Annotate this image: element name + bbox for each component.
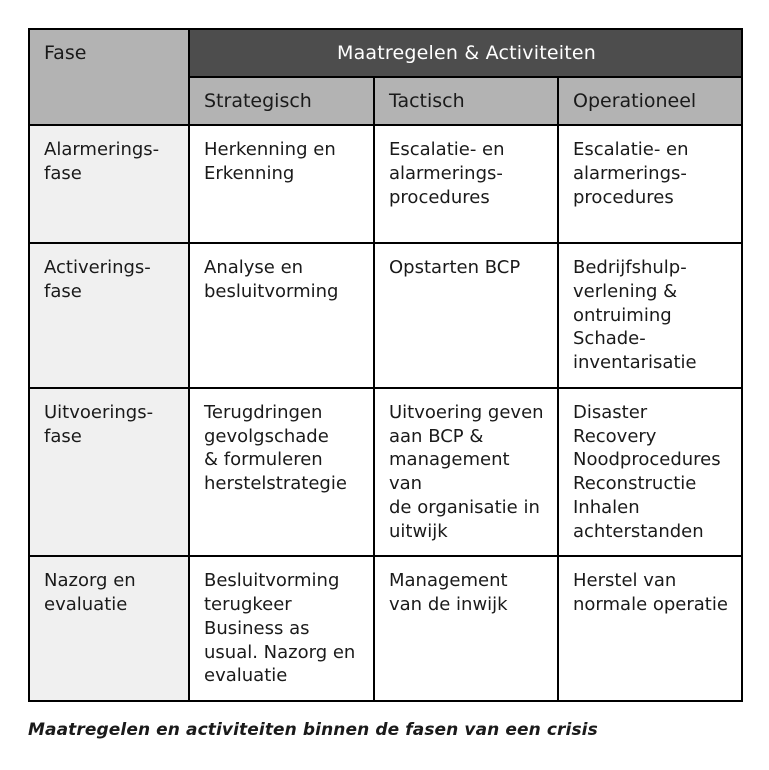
cell-line: terugkeer <box>204 594 292 615</box>
cell-line: Bedrijfshulp- <box>573 257 687 278</box>
cell-line: herstelstrategie <box>204 473 347 494</box>
cell-line: Noodprocedures <box>573 449 721 471</box>
cell-uitvoeringsfase-strategisch <box>189 388 374 557</box>
cell-line: achterstanden <box>573 520 704 542</box>
table-header-row-top <box>29 29 742 77</box>
cell-uitvoeringsfase-operationeel <box>558 388 742 557</box>
cell-nazorg-tactisch <box>374 556 558 701</box>
phase-line: fase <box>44 425 82 447</box>
table-row <box>29 388 742 557</box>
cell-nazorg-strategisch <box>189 556 374 701</box>
cell-line: Herkenning en <box>204 139 336 160</box>
cell-line: Besluitvorming <box>204 570 340 592</box>
cell-line: ontruiming <box>573 304 672 326</box>
phase-cell-alarmeringsfase <box>29 125 189 243</box>
header-cell-operationeel: Operationeel <box>558 77 742 125</box>
cell-line: Analyse en <box>204 257 304 278</box>
cell-alarmeringsfase-tactisch <box>374 125 558 243</box>
cell-alarmeringsfase-strategisch <box>189 125 374 243</box>
cell-line: procedures <box>573 186 674 208</box>
cell-line: Recovery <box>573 425 657 447</box>
table-caption: Maatregelen en activiteiten binnen de fasen van een crisis <box>28 720 598 740</box>
cell-line: Disaster <box>573 401 648 423</box>
cell-line: besluitvorming <box>204 280 339 302</box>
cell-line: Escalatie- en <box>389 139 505 160</box>
phase-line: fase <box>44 162 82 184</box>
cell-line: Herstel van <box>573 570 677 592</box>
cell-activeringsfase-tactisch <box>374 243 558 388</box>
phase-cell-nazorg-en-evaluatie <box>29 556 189 701</box>
cell-line: management van <box>389 449 510 494</box>
cell-line: Uitvoering geven <box>389 401 544 423</box>
cell-line: usual. Nazorg en <box>204 641 356 663</box>
cell-line: Opstarten BCP <box>389 257 521 278</box>
cell-line: Business as <box>204 617 310 639</box>
cell-line: Inhalen <box>573 496 640 518</box>
cell-line: gevolgschade <box>204 425 329 447</box>
cell-line: Schade- <box>573 328 646 350</box>
phase-line: fase <box>44 280 82 302</box>
cell-line: Escalatie- en <box>573 139 689 160</box>
cell-line: inventarisatie <box>573 352 697 373</box>
cell-line: Terugdringen <box>204 401 323 423</box>
cell-line: alarmerings- <box>573 162 687 184</box>
cell-line: alarmerings- <box>389 162 503 184</box>
cell-line: verlening & <box>573 280 678 302</box>
cell-line: Management <box>389 570 508 592</box>
cell-line: de organisatie in <box>389 496 540 518</box>
phase-line: Uitvoerings- <box>44 401 154 423</box>
cell-line: & formuleren <box>204 449 323 471</box>
phase-line: evaluatie <box>44 594 128 615</box>
cell-line: Reconstructie <box>573 473 697 494</box>
cell-line: procedures <box>389 186 490 208</box>
cell-alarmeringsfase-operationeel <box>558 125 742 243</box>
header-cell-fase: Fase <box>29 29 189 125</box>
cell-line: aan BCP & <box>389 425 484 447</box>
cell-line: van de inwijk <box>389 594 508 615</box>
crisis-phases-table <box>28 28 743 702</box>
cell-line: normale operatie <box>573 594 728 615</box>
cell-activeringsfase-strategisch <box>189 243 374 388</box>
phase-line: Activerings- <box>44 257 151 278</box>
cell-nazorg-operationeel <box>558 556 742 701</box>
table-row <box>29 556 742 701</box>
phase-line: Nazorg en <box>44 570 136 592</box>
header-cell-maatregelen: Maatregelen & Activiteiten <box>189 29 742 77</box>
cell-line: Erkenning <box>204 162 295 184</box>
phase-cell-uitvoeringsfase <box>29 388 189 557</box>
cell-line: evaluatie <box>204 665 288 687</box>
phase-cell-activeringsfase <box>29 243 189 388</box>
header-cell-strategisch: Strategisch <box>189 77 374 125</box>
cell-line: uitwijk <box>389 520 448 542</box>
cell-uitvoeringsfase-tactisch <box>374 388 558 557</box>
cell-activeringsfase-operationeel <box>558 243 742 388</box>
table-row <box>29 125 742 243</box>
header-cell-tactisch: Tactisch <box>374 77 558 125</box>
phase-line: Alarmerings- <box>44 139 160 160</box>
table-row <box>29 243 742 388</box>
